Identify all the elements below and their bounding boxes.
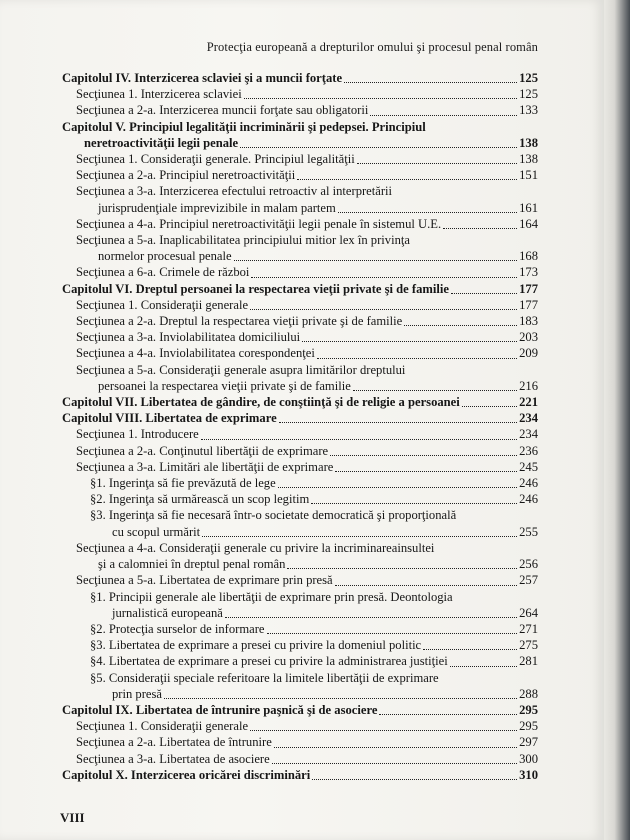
toc-paragraph-entry bbox=[62, 670, 538, 702]
toc-section-entry bbox=[62, 183, 538, 215]
dot-leader bbox=[338, 212, 517, 213]
toc-entry-line bbox=[76, 378, 538, 394]
toc-section-entry bbox=[62, 443, 538, 459]
toc-entry-title: Secţiunea a 2-a. Dreptul la respectarea vieţii private şi de familie bbox=[76, 314, 403, 329]
toc-page-number: 275 bbox=[519, 638, 538, 653]
toc-entry-title: neretroactivităţii legii penale bbox=[84, 135, 239, 150]
toc-entry-line bbox=[62, 281, 538, 297]
toc-section-entry bbox=[62, 345, 538, 361]
toc-paragraph-entry bbox=[62, 653, 538, 669]
dot-leader bbox=[451, 293, 517, 294]
page-edge bbox=[604, 0, 630, 840]
toc-page-number: 164 bbox=[519, 216, 538, 231]
toc-paragraph-entry bbox=[62, 491, 538, 507]
toc-entry-title: persoanei la respectarea vieţii private şi de familie bbox=[98, 378, 351, 393]
toc-page-number: 151 bbox=[519, 168, 538, 183]
toc-entry-line bbox=[76, 248, 538, 264]
dot-leader bbox=[202, 536, 517, 537]
toc-entry-line bbox=[76, 443, 538, 459]
toc-entry-title: Secţiunea 1. Introducere bbox=[76, 427, 199, 442]
toc-entry-title: Capitolul VIII. Libertatea de exprimare bbox=[62, 411, 277, 426]
toc-entry-title: jurnalistică europeană bbox=[112, 605, 223, 620]
toc-entry-line bbox=[76, 345, 538, 361]
toc-paragraph-entry bbox=[62, 637, 538, 653]
toc-page-number: 138 bbox=[519, 135, 538, 150]
dot-leader bbox=[317, 358, 517, 359]
toc-section-entry bbox=[62, 264, 538, 280]
toc-section-entry bbox=[62, 232, 538, 264]
toc-chapter-entry bbox=[62, 119, 538, 151]
toc-entry-line bbox=[76, 216, 538, 232]
toc-page-number: 216 bbox=[519, 378, 538, 393]
toc-chapter-entry bbox=[62, 410, 538, 426]
toc-page-number: 168 bbox=[519, 249, 538, 264]
toc-paragraph-entry bbox=[62, 621, 538, 637]
toc-entry-line bbox=[76, 151, 538, 167]
toc-chapter-entry bbox=[62, 281, 538, 297]
toc-entry-title: §1. Ingerinţa să fie prevăzută de lege bbox=[90, 476, 276, 491]
toc-entry-title: Secţiunea a 4-a. Principiul neretroactivităţii legii penale în sistemul U.E. bbox=[76, 216, 442, 231]
dot-leader bbox=[335, 585, 517, 586]
toc-entry-title: Capitolul IV. Interzicerea sclaviei şi a muncii forţate bbox=[62, 71, 343, 85]
toc-page-number: 125 bbox=[519, 71, 538, 85]
toc-entry-title: §2. Protecţia surselor de informare bbox=[90, 621, 265, 636]
table-of-contents bbox=[62, 70, 538, 783]
dot-leader bbox=[312, 779, 517, 780]
toc-entry-title: §3. Libertatea de exprimare a presei cu privire la domeniul politic bbox=[90, 638, 422, 653]
toc-entry-title: şi a calomniei în dreptul penal român bbox=[98, 557, 286, 572]
toc-entry-line bbox=[62, 702, 538, 718]
toc-entry-title: Secţiunea a 3-a. Libertatea de asociere bbox=[76, 751, 270, 766]
dot-leader bbox=[201, 439, 517, 440]
dot-leader bbox=[234, 260, 518, 261]
toc-section-entry bbox=[62, 734, 538, 750]
toc-entry-text: Capitolul V. Principiul legalităţii incriminării şi pedepsei. Principiul bbox=[62, 119, 426, 134]
toc-section-entry bbox=[62, 572, 538, 588]
toc-section-entry bbox=[62, 313, 538, 329]
toc-section-entry bbox=[62, 297, 538, 313]
toc-section-entry bbox=[62, 718, 538, 734]
dot-leader bbox=[297, 179, 517, 180]
toc-section-entry bbox=[62, 459, 538, 475]
toc-entry-line bbox=[90, 524, 538, 540]
toc-section-entry bbox=[62, 167, 538, 183]
toc-chapter-entry bbox=[62, 702, 538, 718]
toc-entry-line bbox=[62, 410, 538, 426]
toc-page-number: 125 bbox=[519, 87, 538, 102]
toc-page-number: 246 bbox=[519, 476, 538, 491]
dot-leader bbox=[287, 568, 517, 569]
toc-page-number: 203 bbox=[519, 330, 538, 345]
toc-entry-line bbox=[90, 686, 538, 702]
toc-page-number: 295 bbox=[519, 702, 538, 717]
toc-entry-title: §4. Libertatea de exprimare a presei cu privire la administrarea justiţiei bbox=[90, 654, 448, 669]
running-head: Protecţia europeană a drepturilor omului şi procesul penal român bbox=[206, 40, 538, 54]
toc-entry-title: Secţiunea 1. Consideraţii generale bbox=[76, 297, 249, 312]
toc-entry-text: §5. Consideraţii speciale referitoare la limitele libertăţii de exprimare bbox=[90, 670, 439, 685]
dot-leader bbox=[344, 82, 517, 83]
toc-page-number: 310 bbox=[519, 767, 538, 782]
toc-entry-line bbox=[76, 426, 538, 442]
dot-leader bbox=[450, 666, 517, 667]
toc-page-number: 234 bbox=[519, 427, 538, 442]
toc-entry-line bbox=[76, 734, 538, 750]
toc-entry-line bbox=[76, 86, 538, 102]
dot-leader bbox=[423, 649, 517, 650]
dot-leader bbox=[250, 730, 517, 731]
dot-leader bbox=[330, 455, 517, 456]
dot-leader bbox=[353, 390, 517, 391]
toc-paragraph-entry bbox=[62, 589, 538, 621]
toc-paragraph-entry bbox=[62, 475, 538, 491]
toc-entry-title: Capitolul VI. Dreptul persoanei la respectarea vieţii private şi de familie bbox=[62, 281, 449, 296]
toc-section-entry bbox=[62, 86, 538, 102]
dot-leader bbox=[379, 714, 517, 715]
toc-entry-line bbox=[76, 556, 538, 572]
toc-page-number: 236 bbox=[519, 443, 538, 458]
toc-page-number: 297 bbox=[519, 735, 538, 750]
toc-page-number: 300 bbox=[519, 751, 538, 766]
toc-entry-title: Secţiunea a 4-a. Inviolabilitatea corespondenţei bbox=[76, 346, 315, 361]
toc-entry-line bbox=[76, 167, 538, 183]
toc-page-number: 255 bbox=[519, 524, 538, 539]
toc-entry-line bbox=[62, 135, 538, 151]
toc-entry-title: Secţiunea 1. Consideraţii generale. Principiul legalităţii bbox=[76, 152, 355, 167]
toc-entry-title: prin presă bbox=[112, 686, 163, 701]
toc-entry-line bbox=[76, 572, 538, 588]
toc-page-number: 264 bbox=[519, 605, 538, 620]
toc-page-number: 183 bbox=[519, 314, 538, 329]
dot-leader bbox=[267, 633, 518, 634]
dot-leader bbox=[278, 487, 517, 488]
toc-entry-line bbox=[90, 491, 538, 507]
toc-entry-title: Secţiunea a 2-a. Interzicerea muncii forţate sau obligatorii bbox=[76, 103, 369, 118]
toc-entry-title: jurisprudenţiale imprevizibile in malam partem bbox=[98, 200, 336, 215]
toc-page-number: 281 bbox=[519, 654, 538, 669]
toc-entry-text: Secţiunea a 4-a. Consideraţii generale cu privire la incriminareainsultei bbox=[76, 540, 435, 555]
toc-page-number: 271 bbox=[519, 621, 538, 636]
toc-page-number: 245 bbox=[519, 459, 538, 474]
toc-chapter-entry bbox=[62, 394, 538, 410]
toc-section-entry bbox=[62, 151, 538, 167]
toc-entry-text: Secţiunea a 5-a. Consideraţii generale asupra limitărilor dreptului bbox=[76, 362, 406, 377]
toc-entry-line bbox=[76, 102, 538, 118]
toc-page-number: 257 bbox=[519, 573, 538, 588]
dot-leader bbox=[274, 747, 517, 748]
dot-leader bbox=[311, 503, 517, 504]
toc-page-number: 161 bbox=[519, 200, 538, 215]
toc-entry-title: Secţiunea a 3-a. Inviolabilitatea domiciliului bbox=[76, 330, 301, 345]
dot-leader bbox=[443, 228, 517, 229]
toc-entry-text: §3. Ingerinţa să fie necesară într-o societate democratică şi proporţională bbox=[90, 508, 457, 523]
toc-section-entry bbox=[62, 102, 538, 118]
toc-page-number: 295 bbox=[519, 719, 538, 734]
toc-entry-text: Secţiunea a 5-a. Inaplicabilitatea principiului mitior lex în privinţa bbox=[76, 233, 410, 248]
toc-paragraph-entry bbox=[62, 507, 538, 539]
toc-page-number: 177 bbox=[519, 297, 538, 312]
toc-entry-title: §2. Ingerinţa să urmărească un scop legitim bbox=[90, 492, 310, 507]
toc-entry-line bbox=[76, 459, 538, 475]
toc-entry-title: Secţiunea a 3-a. Limitări ale libertăţii de exprimare bbox=[76, 459, 334, 474]
toc-section-entry bbox=[62, 426, 538, 442]
dot-leader bbox=[302, 341, 517, 342]
toc-entry-text: §1. Principii generale ale libertăţii de exprimare prin presă. Deontologia bbox=[90, 589, 453, 604]
dot-leader bbox=[404, 325, 517, 326]
dot-leader bbox=[279, 422, 517, 423]
toc-entry-line bbox=[90, 605, 538, 621]
page-folio: VIII bbox=[60, 810, 85, 825]
toc-entry-line bbox=[90, 475, 538, 491]
toc-page-number: 173 bbox=[519, 265, 538, 280]
toc-chapter-entry bbox=[62, 70, 538, 86]
dot-leader bbox=[225, 617, 517, 618]
dot-leader bbox=[240, 147, 517, 148]
toc-page-number: 177 bbox=[519, 281, 538, 296]
toc-entry-line bbox=[76, 297, 538, 313]
toc-entry-line bbox=[76, 264, 538, 280]
toc-entry-title: Capitolul VII. Libertatea de gândire, de conştiinţă şi de religie a persoanei bbox=[62, 395, 460, 410]
toc-entry-line bbox=[76, 200, 538, 216]
dot-leader bbox=[164, 698, 517, 699]
toc-entry-title: Secţiunea a 2-a. Principiul neretroactivităţii bbox=[76, 168, 296, 183]
toc-entry-title: Secţiunea a 6-a. Crimele de război bbox=[76, 265, 250, 280]
toc-page-number: 138 bbox=[519, 152, 538, 167]
dot-leader bbox=[244, 98, 517, 99]
dot-leader bbox=[370, 115, 517, 116]
toc-entry-title: Secţiunea 1. Interzicerea sclaviei bbox=[76, 87, 242, 102]
toc-entry-line bbox=[76, 313, 538, 329]
toc-entry-title: Secţiunea 1. Consideraţii generale bbox=[76, 719, 249, 734]
toc-entry-title: cu scopul urmărit bbox=[112, 524, 201, 539]
dot-leader bbox=[272, 763, 517, 764]
dot-leader bbox=[357, 163, 517, 164]
toc-section-entry bbox=[62, 216, 538, 232]
toc-page-number: 133 bbox=[519, 103, 538, 118]
toc-page-number: 288 bbox=[519, 686, 538, 701]
toc-entry-line bbox=[90, 637, 538, 653]
toc-entry-line bbox=[62, 70, 538, 86]
toc-section-entry bbox=[62, 540, 538, 572]
toc-entry-line bbox=[90, 653, 538, 669]
toc-page-number: 246 bbox=[519, 492, 538, 507]
toc-entry-title: normelor procesual penale bbox=[98, 249, 232, 264]
dot-leader bbox=[251, 277, 517, 278]
toc-page-number: 209 bbox=[519, 346, 538, 361]
toc-section-entry bbox=[62, 751, 538, 767]
toc-page-number: 256 bbox=[519, 557, 538, 572]
toc-entry-line bbox=[90, 621, 538, 637]
toc-section-entry bbox=[62, 362, 538, 394]
dot-leader bbox=[250, 309, 517, 310]
dot-leader bbox=[335, 471, 517, 472]
toc-entry-line bbox=[62, 767, 538, 783]
toc-entry-line bbox=[62, 394, 538, 410]
toc-chapter-entry bbox=[62, 767, 538, 783]
toc-entry-title: Secţiunea a 2-a. Libertatea de întrunire bbox=[76, 735, 272, 750]
toc-entry-text: Secţiunea a 3-a. Interzicerea efectului retroactiv al interpretării bbox=[76, 184, 393, 199]
toc-page-number: 234 bbox=[519, 411, 538, 426]
toc-entry-title: Secţiunea a 2-a. Conţinutul libertăţii de exprimare bbox=[76, 443, 329, 458]
toc-entry-title: Secţiunea a 5-a. Libertatea de exprimare prin presă bbox=[76, 573, 333, 588]
toc-section-entry bbox=[62, 329, 538, 345]
toc-entry-line bbox=[76, 718, 538, 734]
toc-entry-line bbox=[76, 751, 538, 767]
dot-leader bbox=[462, 406, 517, 407]
toc-entry-title: Capitolul IX. Libertatea de întrunire paşnică şi de asociere bbox=[62, 702, 378, 717]
toc-entry-line bbox=[76, 329, 538, 345]
toc-entry-title: Capitolul X. Interzicerea oricărei discriminări bbox=[62, 767, 311, 782]
toc-page-number: 221 bbox=[519, 395, 538, 410]
